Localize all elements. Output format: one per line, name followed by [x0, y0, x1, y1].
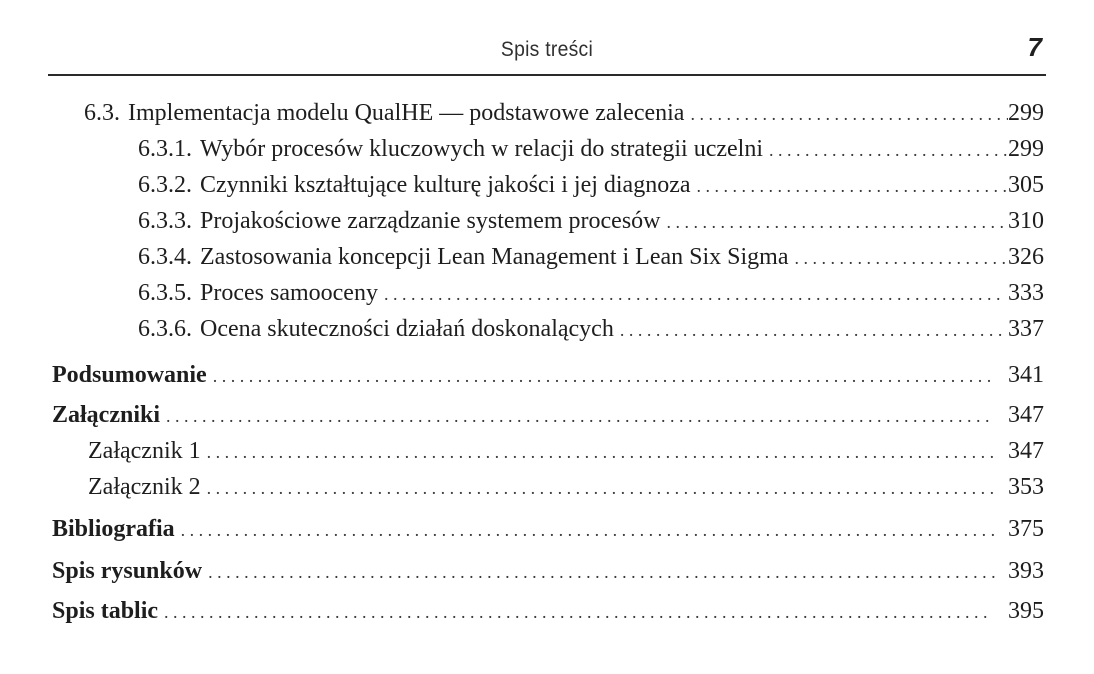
toc-entry-number: 6.3.6.	[138, 316, 192, 342]
toc-entry-page: 310	[1008, 208, 1044, 234]
toc-entry-number: 6.3.5.	[138, 280, 192, 306]
toc-entry-title: Spis tablic	[52, 598, 159, 624]
dot-leader	[175, 514, 994, 545]
toc-entry-6-3	[84, 98, 1044, 128]
toc-entry-title: Załącznik 1	[88, 438, 201, 464]
toc-entry-number: 6.3.	[84, 100, 120, 126]
toc-entry-title: Spis rysunków	[52, 558, 203, 584]
toc-entry-number: 6.3.2.	[138, 172, 192, 198]
dot-leader	[691, 170, 1008, 201]
toc-entry-page: 347	[1008, 402, 1044, 428]
toc-entry-title: Załączniki	[52, 402, 161, 428]
toc-entry-6-3-4	[138, 242, 1044, 272]
dot-leader	[158, 596, 993, 627]
toc-entry-number: 6.3.1.	[138, 136, 192, 162]
dot-leader	[202, 556, 996, 587]
toc-entry-zalacznik-1	[88, 436, 1044, 466]
toc-entry-6-3-3	[138, 206, 1044, 236]
dot-leader	[378, 278, 1006, 309]
header-title: Spis treści	[500, 38, 594, 61]
dot-leader	[201, 436, 996, 467]
toc-entry-page: 375	[1008, 516, 1044, 542]
toc-entry-page: 395	[1008, 598, 1044, 624]
toc-entry-page: 353	[1008, 474, 1044, 500]
toc-entry-title: Załącznik 2	[88, 474, 201, 500]
toc-entry-title: Wybór procesów kluczowych w relacji do strategii uczelni	[200, 136, 764, 162]
dot-leader	[763, 134, 1008, 165]
toc-entry-6-3-6	[138, 314, 1044, 344]
toc-entry-page: 326	[1008, 244, 1044, 270]
dot-leader	[160, 400, 993, 431]
header-page-number: 7	[1027, 32, 1042, 62]
toc-entry-podsumowanie	[52, 360, 1044, 390]
toc-entry-6-3-5	[138, 278, 1044, 308]
toc-entry-page: 347	[1008, 438, 1044, 464]
toc-entry-page: 333	[1008, 280, 1044, 306]
toc-entry-page: 299	[1008, 136, 1044, 162]
toc-entry-title: Podsumowanie	[52, 362, 207, 388]
toc-entry-title: Ocena skuteczności działań doskonalących	[200, 316, 614, 342]
toc-entry-bibliografia	[52, 514, 1044, 544]
toc-entry-title: Zastosowania koncepcji Lean Management i Lean Six Sigma	[200, 244, 789, 270]
toc-entry-6-3-1	[138, 134, 1044, 164]
toc-entry-zalaczniki	[52, 400, 1044, 430]
toc-entry-title: Czynniki kształtujące kulturę jakości i jej diagnoza	[200, 172, 691, 198]
toc-entry-page: 341	[1008, 362, 1044, 388]
toc-entry-title: Projakościowe zarządzanie systemem procesów	[200, 208, 661, 234]
toc-entry-6-3-2	[138, 170, 1044, 200]
toc-entry-page: 393	[1008, 558, 1044, 584]
toc-entry-page: 305	[1008, 172, 1044, 198]
dot-leader	[207, 360, 996, 391]
toc-entry-number: 6.3.4.	[138, 244, 192, 270]
dot-leader	[661, 206, 1009, 237]
toc-entry-spis-rysunkow	[52, 556, 1044, 586]
toc-entry-number: 6.3.3.	[138, 208, 192, 234]
dot-leader	[789, 242, 1009, 273]
toc-entry-spis-tablic	[52, 596, 1044, 626]
dot-leader	[684, 98, 1008, 129]
toc-entry-title: Implementacja modelu QualHE — podstawowe zalecenia	[128, 100, 685, 126]
toc-entry-page: 299	[1008, 100, 1044, 126]
toc-entry-title: Bibliografia	[52, 516, 175, 542]
dot-leader	[614, 314, 1008, 345]
dot-leader	[201, 472, 996, 503]
toc-entry-page: 337	[1008, 316, 1044, 342]
toc-entry-title: Proces samooceny	[200, 280, 378, 306]
toc-entry-zalacznik-2	[88, 472, 1044, 502]
